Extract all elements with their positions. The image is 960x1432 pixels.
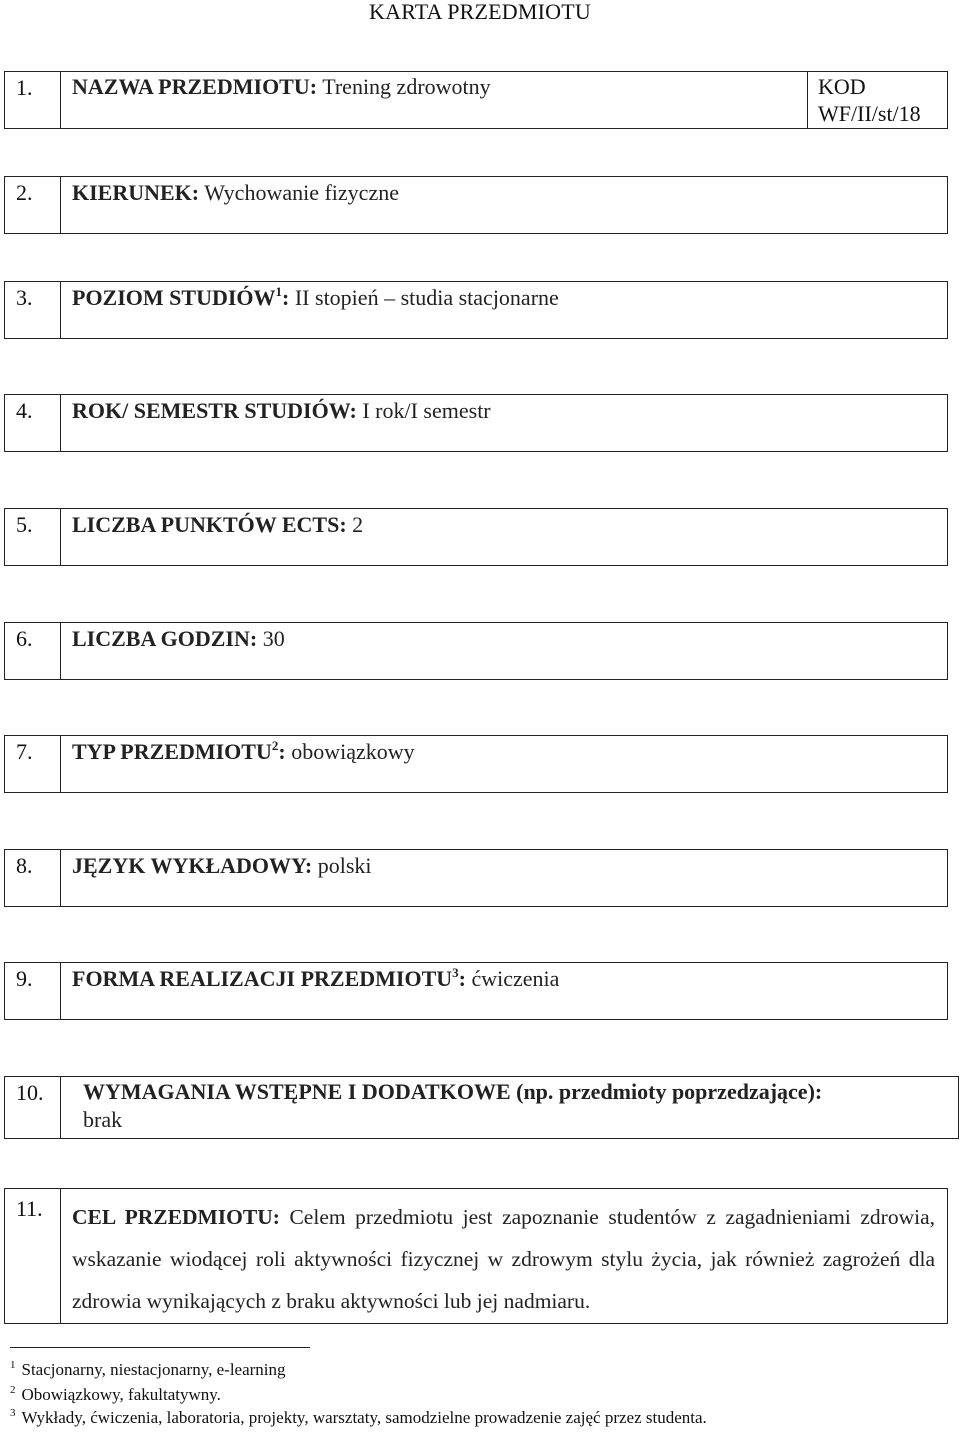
- row-number: 6.: [5, 623, 61, 679]
- row-number: 1.: [5, 72, 61, 128]
- field-value: I rok/I semestr: [362, 398, 491, 423]
- row-number: 2.: [5, 177, 61, 233]
- field-value: ćwiczenia: [471, 966, 560, 991]
- row-content: [72, 512, 935, 538]
- footnote-divider: [10, 1347, 310, 1348]
- row-course-name: [4, 71, 948, 129]
- row-year-semester: [4, 394, 948, 452]
- row-ects: [4, 508, 948, 566]
- field-label: CEL PRZEDMIOTU:: [72, 1205, 280, 1229]
- row-number: 11.: [5, 1189, 61, 1323]
- row-number: 3.: [5, 282, 61, 338]
- row-hours: [4, 622, 948, 680]
- field-label: NAZWA PRZEDMIOTU:: [72, 74, 318, 99]
- row-number: 7.: [5, 736, 61, 792]
- field-value: obowiązkowy: [291, 739, 415, 764]
- row-content: [72, 180, 935, 206]
- field-value: Trening zdrowotny: [322, 74, 491, 99]
- row-number: 5.: [5, 509, 61, 565]
- field-value: II stopień – studia stacjonarne: [294, 285, 559, 310]
- field-label: JĘZYK WYKŁADOWY:: [72, 853, 313, 878]
- field-value: 2: [352, 512, 364, 537]
- row-content: [72, 1196, 935, 1322]
- row-content: POZIOM STUDIÓW$^1$: II stopień – studia stacjonarne: [72, 284, 559, 310]
- field-label: WYMAGANIA WSTĘPNE I DODATKOWE (np. przedmioty poprzedzające):: [83, 1079, 823, 1104]
- code-value: WF/II/st/18: [818, 101, 921, 126]
- footnote-3: $^3$ Wykłady, ćwiczenia, laboratoria, projekty, warsztaty, samodzielne prowadzenie zajęć przez studenta.: [10, 1407, 707, 1427]
- row-number: 10.: [5, 1077, 61, 1138]
- field-label: FORMA REALIZACJI PRZEDMIOTU: [72, 966, 453, 991]
- row-field-of-study: [4, 176, 948, 234]
- field-label: KIERUNEK:: [72, 180, 200, 205]
- field-value: Wychowanie fizyczne: [204, 180, 399, 205]
- field-value: 30: [262, 626, 285, 651]
- row-content: [72, 626, 935, 652]
- page-title: KARTA PRZEDMIOTU: [369, 0, 591, 24]
- field-value: brak: [83, 1107, 123, 1132]
- row-content: TYP PRZEDMIOTU$^2$: obowiązkowy: [72, 738, 415, 764]
- footnote-ref: 1: [275, 284, 283, 299]
- field-label: LICZBA PUNKTÓW ECTS:: [72, 512, 347, 537]
- footnote-1: $^1$ Stacjonarny, niestacjonarny, e-learning: [10, 1359, 286, 1379]
- field-label: TYP PRZEDMIOTU: [72, 739, 272, 764]
- row-number: 9.: [5, 963, 61, 1019]
- footnote-ref: 3: [452, 965, 459, 980]
- row-course-type: [4, 735, 948, 793]
- field-value: Celem przedmiotu jest zapoznanie studentów z zagadnieniami zdrowia, wskazanie wiodącej roli aktywności fizycznej w zdrowym stylu życia, jak również zagrożeń dla zdrowia wynikających z braku aktywności lub jej nadmiaru.: [72, 1205, 935, 1313]
- row-number: 8.: [5, 850, 61, 906]
- field-label: ROK/ SEMESTR STUDIÓW:: [72, 398, 357, 423]
- field-value: polski: [317, 853, 372, 878]
- field-label: POZIOM STUDIÓW: [72, 285, 276, 310]
- row-content: FORMA REALIZACJI PRZEDMIOTU$^3$: ćwiczenia: [72, 965, 560, 991]
- row-content: [72, 74, 935, 100]
- row-content: [83, 1078, 946, 1134]
- footnote-2: $^2$ Obowiązkowy, fakultatywny.: [10, 1384, 221, 1404]
- row-language: [4, 849, 948, 907]
- row-delivery-form: [4, 962, 948, 1020]
- row-number: 4.: [5, 395, 61, 451]
- row-content: [72, 853, 935, 879]
- row-prerequisites: [4, 1076, 959, 1139]
- code-label: KOD: [818, 74, 866, 99]
- row-course-objective: [4, 1188, 948, 1324]
- field-label: LICZBA GODZIN:: [72, 626, 258, 651]
- footnote-ref: 2: [271, 738, 279, 753]
- row-content: [72, 398, 935, 424]
- course-code: [807, 72, 947, 128]
- row-study-level: [4, 281, 948, 339]
